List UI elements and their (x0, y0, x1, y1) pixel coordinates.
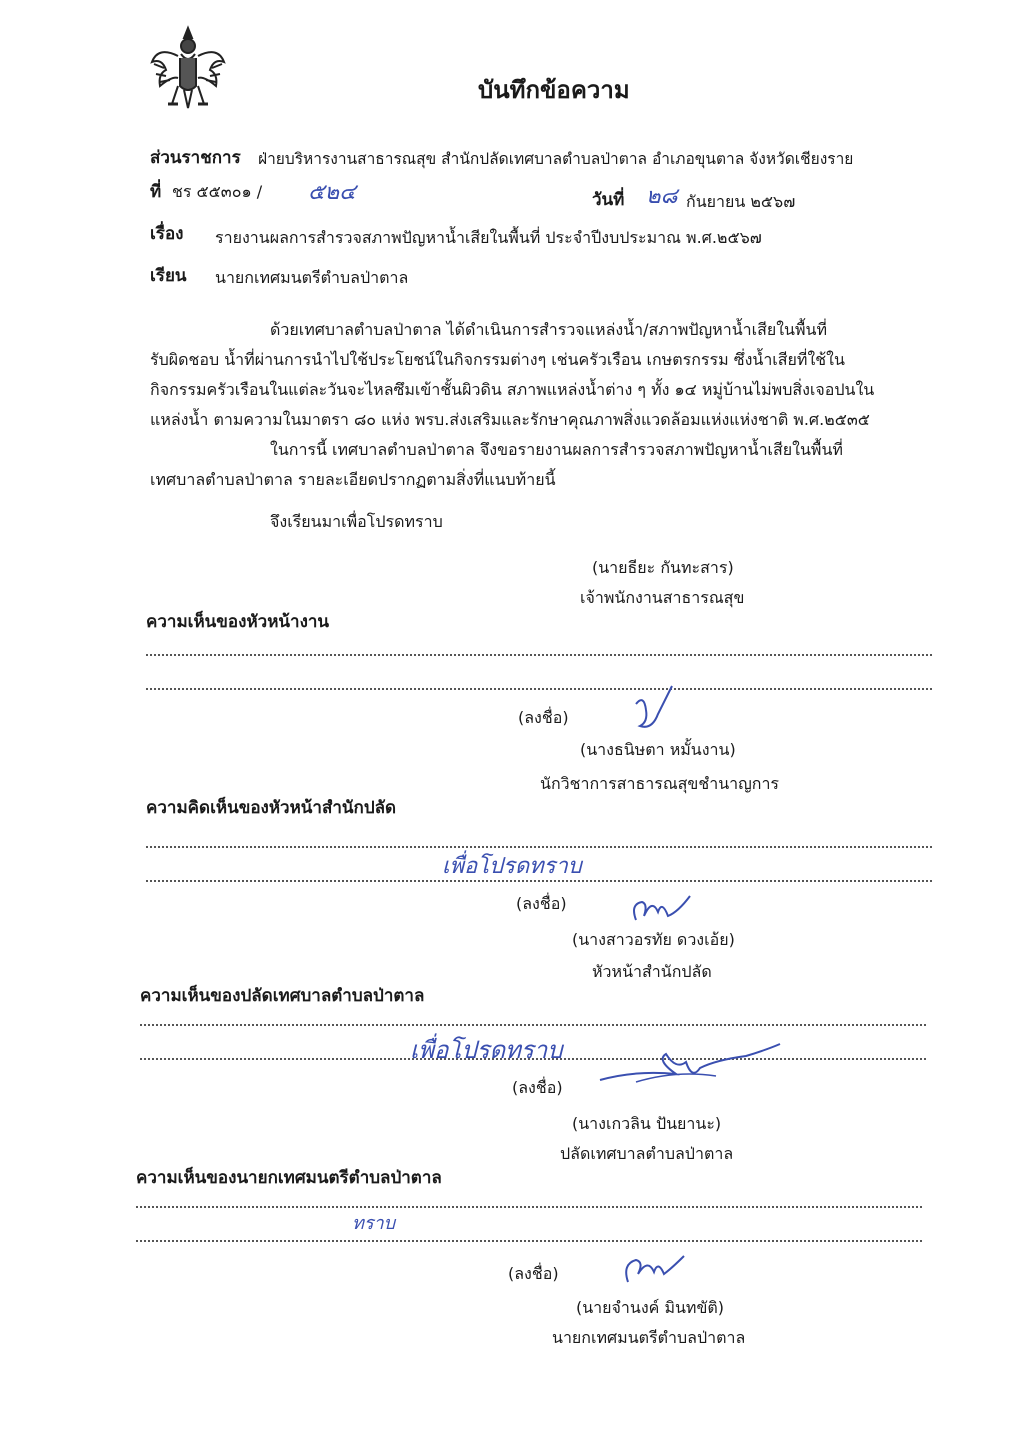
date-rest: กันยายน ๒๕๖๗ (686, 192, 796, 211)
section4-line1 (136, 1206, 922, 1208)
section4-signer-name: (นายจำนงค์ มินทขัติ) (576, 1298, 725, 1317)
para2-line2: เทศบาลตำบลป่าตาล รายละเอียดปรากฏตามสิ่งที่แนบท้ายนี้ (150, 470, 556, 489)
author-position: เจ้าพนักงานสาธารณสุข (580, 588, 745, 607)
ref-number-handwritten: ๕๒๔ (308, 180, 356, 205)
agency-label: ส่วนราชการ (150, 148, 241, 168)
ref-label: ที่ (150, 182, 162, 202)
para1-line3: กิจกรรมครัวเรือนในแต่ละวันจะไหลซึมเข้าชั้นผิวดิน สภาพแหล่งน้ำต่าง ๆ ทั้ง ๑๔ หมู่บ้านไม่พบสิ่งเจอปนใน (150, 380, 875, 399)
section2-handwritten-note: เพื่อโปรดทราบ (442, 854, 582, 879)
to-label: เรียน (150, 266, 187, 286)
section2-heading: ความคิดเห็นของหัวหน้าสำนักปลัด (146, 798, 397, 818)
section1-heading: ความเห็นของหัวหน้างาน (146, 612, 330, 632)
section1-sign-label: (ลงชื่อ) (518, 708, 569, 727)
closing-text: จึงเรียนมาเพื่อโปรดทราบ (270, 512, 443, 531)
section3-heading: ความเห็นของปลัดเทศบาลตำบลป่าตาล (140, 986, 425, 1006)
section2-sign-label: (ลงชื่อ) (516, 894, 567, 913)
section2-line2 (146, 880, 932, 882)
section3-handwritten-note: เพื่อโปรดทราบ (410, 1036, 563, 1064)
date-label: วันที่ (592, 190, 625, 210)
date-day-handwritten: ๒๘ (646, 184, 678, 209)
section4-signature (618, 1246, 690, 1292)
section1-line2 (146, 688, 932, 690)
section3-signer-name: (นางเกวลิน ปันยานะ) (572, 1114, 722, 1133)
section3-sign-label: (ลงชื่อ) (512, 1078, 563, 1097)
document-title: บันทึกข้อความ (478, 76, 630, 104)
author-name: (นายธียะ กันทะสาร) (592, 558, 734, 577)
section3-signature (596, 1040, 786, 1100)
section2-signer-name: (นางสาวอรทัย ดวงเอ้ย) (572, 930, 735, 949)
section1-line1 (146, 654, 932, 656)
agency-value: ฝ่ายบริหารงานสาธารณสุข สำนักปลัดเทศบาลตำบลป่าตาล อำเภอขุนตาล จังหวัดเชียงราย (258, 150, 854, 168)
ref-prefix: ชร ๕๕๓๐๑ / (172, 182, 263, 201)
section4-signer-position: นายกเทศมนตรีตำบลป่าตาล (552, 1328, 746, 1347)
section4-line2 (136, 1240, 922, 1242)
para1-line4: แหล่งน้ำ ตามความในมาตรา ๘๐ แห่ง พรบ.ส่งเสริมและรักษาคุณภาพสิ่งแวดล้อมแห่งแห่งชาติ พ.ศ.๒๕๓๕ (150, 410, 870, 429)
section1-signature (622, 680, 682, 740)
garuda-emblem-icon (148, 24, 228, 112)
para1-line2: รับผิดชอบ น้ำที่ผ่านการนำไปใช้ประโยชน์ในกิจกรรมต่างๆ เช่นครัวเรือน เกษตรกรรม ซึ่งน้ำเสียที่ใช้ใน (150, 350, 845, 369)
section1-signer-position: นักวิชาการสาธารณสุขชำนาญการ (540, 774, 780, 793)
section3-line2 (140, 1058, 926, 1060)
para1-line1: ด้วยเทศบาลตำบลป่าตาล ได้ดำเนินการสำรวจแหล่งน้ำ/สภาพปัญหาน้ำเสียในพื้นที่ (270, 320, 827, 339)
para2-line1: ในการนี้ เทศบาลตำบลป่าตาล จึงขอรายงานผลการสำรวจสภาพปัญหาน้ำเสียในพื้นที่ (270, 440, 843, 459)
section3-line1 (140, 1024, 926, 1026)
section3-signer-position: ปลัดเทศบาลตำบลป่าตาล (560, 1144, 734, 1163)
section1-signer-name: (นางธนิษตา หมั้นงาน) (580, 740, 736, 759)
section4-heading: ความเห็นของนายกเทศมนตรีตำบลป่าตาล (136, 1168, 442, 1188)
subject-label: เรื่อง (150, 224, 184, 244)
subject-value: รายงานผลการสำรวจสภาพปัญหาน้ำเสียในพื้นที่ ประจำปีงบประมาณ พ.ศ.๒๕๖๗ (215, 228, 762, 247)
section4-sign-label: (ลงชื่อ) (508, 1264, 559, 1283)
section4-handwritten-note: ทราบ (352, 1213, 396, 1234)
to-value: นายกเทศมนตรีตำบลป่าตาล (215, 268, 409, 287)
section2-signer-position: หัวหน้าสำนักปลัด (592, 962, 712, 981)
